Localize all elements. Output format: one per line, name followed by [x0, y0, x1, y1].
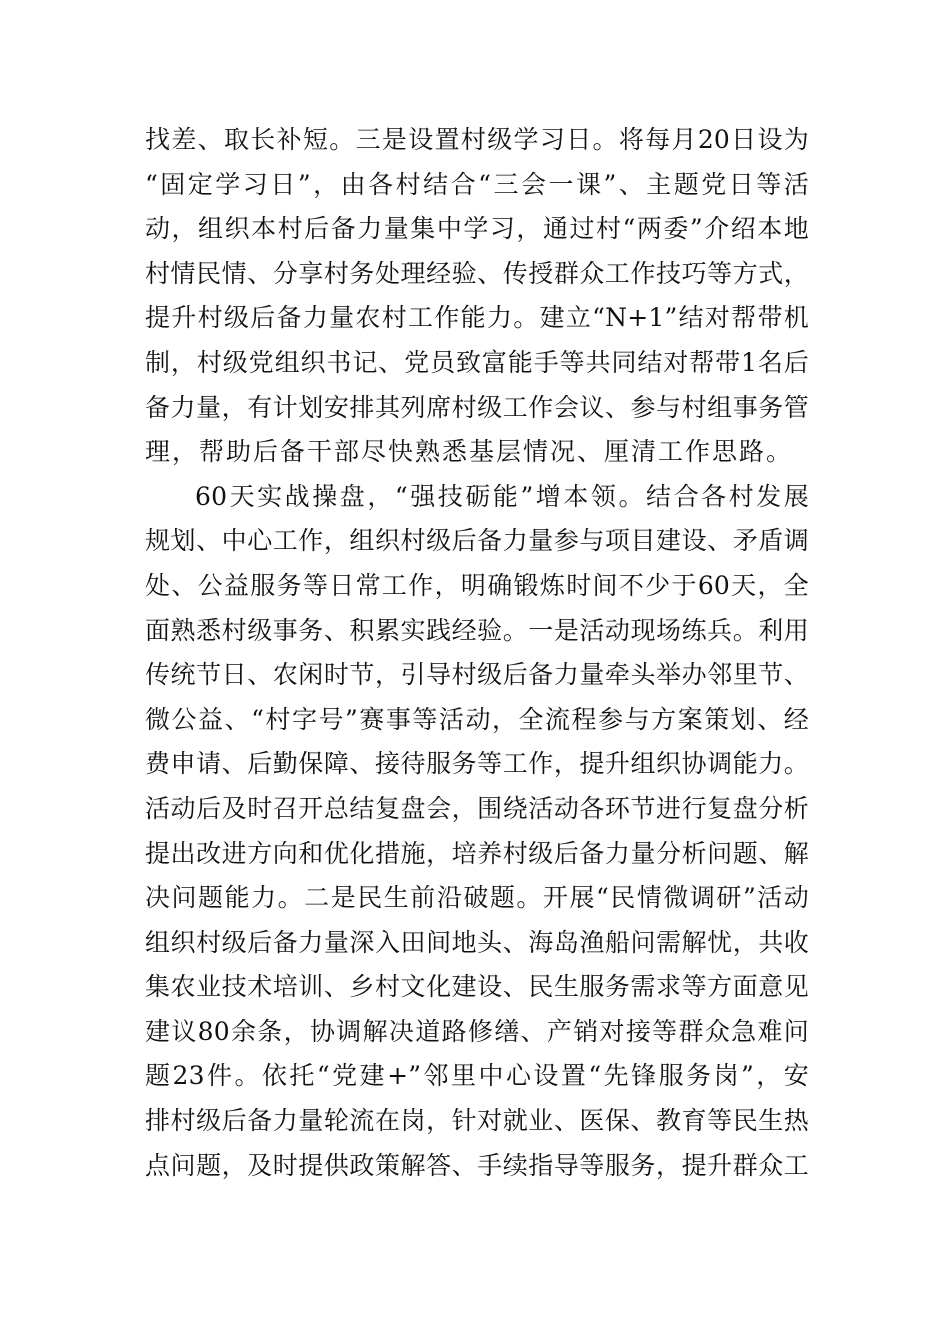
paragraph-2-line-7: 费申请、后勤保障、接待服务等工作，提升组织协调能力。 [145, 749, 809, 779]
paragraph-1-line-3: 动，组织本村后备力量集中学习，通过村“两委”介绍本地 [145, 214, 809, 244]
paragraph-2-line-15: 排村级后备力量轮流在岗，针对就业、医保、教育等民生热 [145, 1106, 809, 1136]
paragraph-2-line-2: 规划、中心工作，组织村级后备力量参与项目建设、矛盾调 [145, 526, 809, 556]
paragraph-2-line-16: 点问题，及时提供政策解答、手续指导等服务，提升群众工 [145, 1150, 809, 1180]
paragraph-2-line-10: 决问题能力。二是民生前沿破题。开展“民情微调研”活动 [145, 883, 809, 913]
paragraph-2-line-6: 微公益、“村字号”赛事等活动，全流程参与方案策划、经 [145, 704, 809, 734]
paragraph-1-line-4: 村情民情、分享村务处理经验、传授群众工作技巧等方式， [145, 258, 809, 288]
paragraph-2-line-12: 集农业技术培训、乡村文化建设、民生服务需求等方面意见 [145, 972, 809, 1002]
paragraph-2-line-9: 提出改进方向和优化措施，培养村级后备力量分析问题、解 [145, 838, 809, 868]
paragraph-2-line-14: 题23件。依托“党建+”邻里中心设置“先锋服务岗”，安 [145, 1061, 809, 1091]
paragraph-2-line-4: 面熟悉村级事务、积累实践经验。一是活动现场练兵。利用 [145, 615, 809, 645]
paragraph-1-line-5: 提升村级后备力量农村工作能力。建立“N+1”结对帮带机 [145, 303, 809, 333]
document-body [145, 118, 809, 1188]
paragraph-2-line-5: 传统节日、农闲时节，引导村级后备力量牵头举办邻里节、 [145, 660, 809, 690]
paragraph-1-line-2: “固定学习日”，由各村结合“三会一课”、主题党日等活 [145, 169, 809, 199]
paragraph-1-line-8: 理，帮助后备干部尽快熟悉基层情况、厘清工作思路。 [145, 437, 794, 467]
paragraph-1-line-7: 备力量，有计划安排其列席村级工作会议、参与村组事务管 [145, 392, 809, 422]
paragraph-1-line-1: 找差、取长补短。三是设置村级学习日。将每月20日设为 [145, 125, 809, 154]
paragraph-2-line-1: 60天实战操盘，“强技砺能”增本领。结合各村发展 [195, 481, 809, 511]
paragraph-1-line-6: 制，村级党组织书记、党员致富能手等共同结对帮带1名后 [145, 347, 809, 377]
paragraph-2-line-11: 组织村级后备力量深入田间地头、海岛渔船问需解忧，共收 [145, 927, 809, 957]
paragraph-2-line-8: 活动后及时召开总结复盘会，围绕活动各环节进行复盘分析 [145, 793, 809, 823]
paragraph-2-line-13: 建议80余条，协调解决道路修缮、产销对接等群众急难问 [145, 1016, 809, 1046]
paragraph-2-line-3: 处、公益服务等日常工作，明确锻炼时间不少于60天，全 [145, 570, 809, 600]
